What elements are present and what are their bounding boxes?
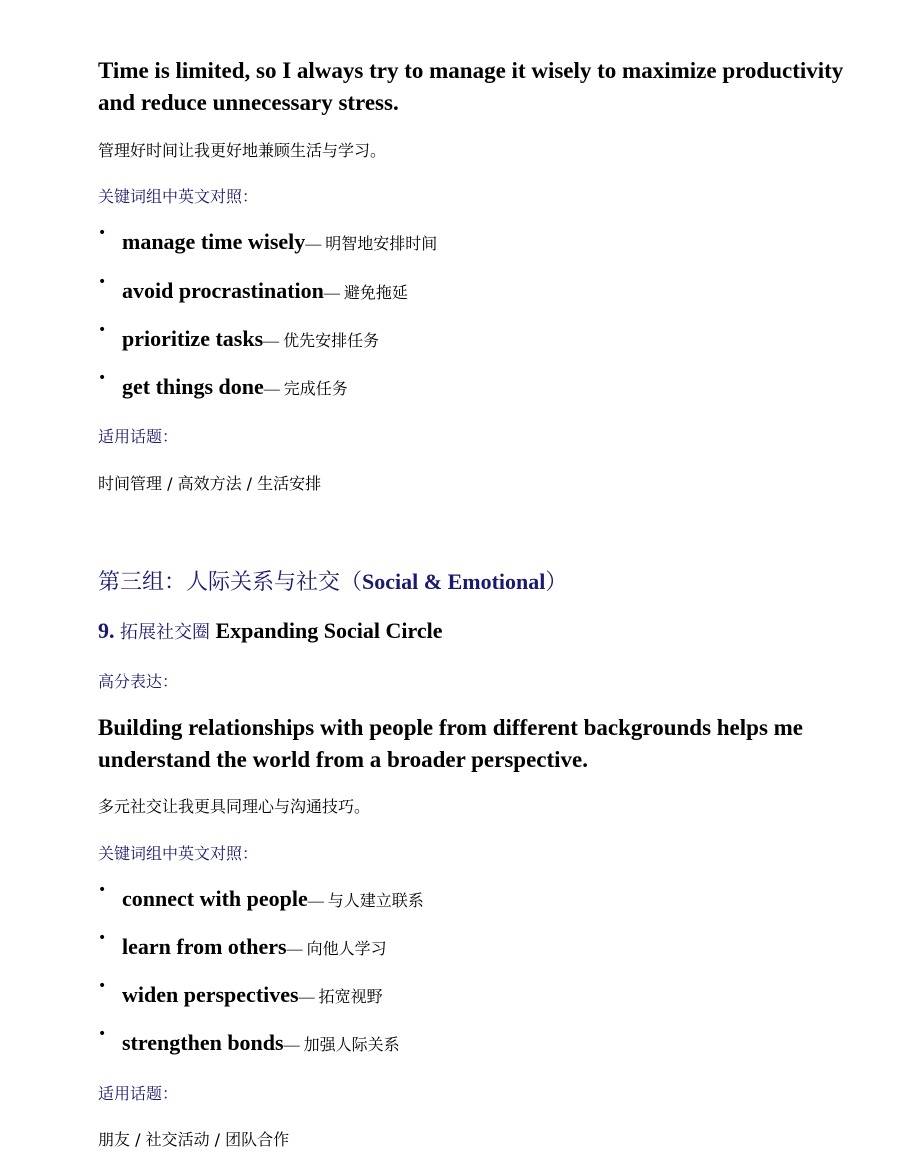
topics-text: 时间管理 / 高效方法 / 生活安排 [98, 474, 322, 493]
keyword-meaning: 明智地安排时间 [325, 234, 438, 253]
keyword-dash: — [298, 989, 315, 1006]
expression-label: 高分表达： [98, 672, 179, 691]
keyword-term: strengthen bonds [122, 1030, 284, 1055]
expression-quote: Time is limited, so I always try to manage it wisely to maximize productivity and reduce unnecessary stress. [98, 58, 844, 115]
keyword-dash: — [263, 333, 280, 350]
bullet-icon: • [98, 882, 107, 898]
keyword-meaning: 优先安排任务 [283, 331, 380, 350]
keyword-meaning: 拓宽视野 [318, 987, 383, 1006]
keyword-dash: — [286, 941, 303, 958]
section-title [98, 618, 442, 644]
expression-quote: Building relationships with people from different backgrounds helps me understand the world from a broader perspective. [98, 715, 804, 772]
keyword-term: widen perspectives [122, 982, 299, 1007]
group-heading-close: ） [545, 570, 568, 595]
keyword-term: manage time wisely [122, 229, 306, 254]
topics-text: 朋友 / 社交活动 / 团队合作 [98, 1130, 290, 1149]
keyword-meaning: 与人建立联系 [327, 891, 424, 910]
keyword-term: connect with people [122, 886, 308, 911]
bullet-icon: • [98, 322, 107, 338]
keyword-dash: — [305, 236, 322, 253]
keywords-label: 关键词组中英文对照： [98, 187, 259, 206]
keyword-term: learn from others [122, 934, 287, 959]
keyword-term: avoid procrastination [122, 278, 324, 303]
keyword-dash: — [307, 893, 324, 910]
keyword-dash: — [323, 285, 340, 302]
keywords-label: 关键词组中英文对照： [98, 844, 259, 863]
bullet-icon: • [98, 930, 107, 946]
keyword-term: get things done [122, 374, 264, 399]
bullet-icon: • [98, 274, 107, 290]
section-title-en: Expanding Social Circle [215, 618, 443, 643]
topics-label: 适用话题： [98, 1084, 179, 1103]
topics-label: 适用话题： [98, 427, 179, 446]
bullet-icon: • [98, 370, 107, 386]
keyword-meaning: 向他人学习 [306, 939, 387, 958]
keyword-meaning: 完成任务 [283, 379, 348, 398]
section-number: 9. [98, 618, 115, 643]
section-title-cn: 拓展社交圈 [120, 622, 210, 643]
group-heading [98, 565, 567, 596]
keyword-meaning: 加强人际关系 [303, 1035, 400, 1054]
keyword-dash: — [283, 1037, 300, 1054]
bullet-icon: • [98, 1026, 107, 1042]
group-heading-en: Social & Emotional [362, 569, 546, 594]
expression-translation: 多元社交让我更具同理心与沟通技巧。 [98, 797, 371, 816]
expression-translation: 管理好时间让我更好地兼顾生活与学习。 [98, 141, 387, 160]
bullet-icon: • [98, 225, 107, 241]
bullet-icon: • [98, 978, 107, 994]
keyword-dash: — [263, 381, 280, 398]
group-heading-cn: 第三组：人际关系与社交（ [98, 570, 363, 595]
keyword-term: prioritize tasks [122, 326, 264, 351]
keyword-meaning: 避免拖延 [343, 283, 408, 302]
